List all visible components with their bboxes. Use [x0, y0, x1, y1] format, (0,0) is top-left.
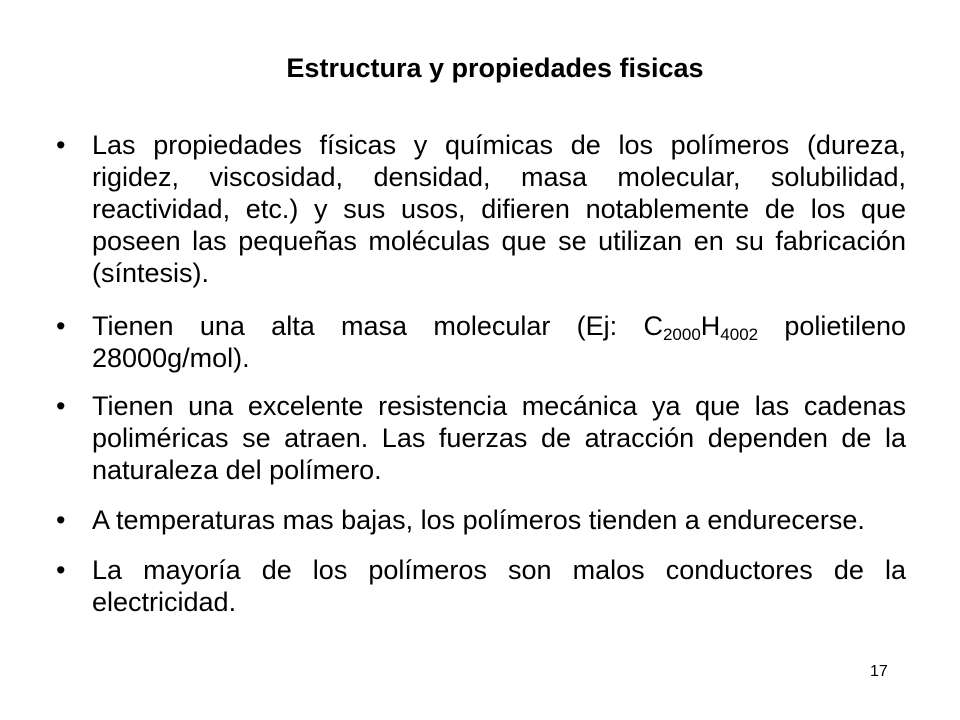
bullet-icon: •: [56, 555, 66, 585]
bullet-item-properties: [56, 129, 906, 289]
bullet-icon: •: [56, 130, 66, 160]
element-hydrogen: H: [700, 311, 721, 341]
bullet-text-continued: polietileno 28000g/mol).: [92, 311, 906, 373]
bullet-item-molecular-mass: [56, 310, 906, 374]
bullet-icon: •: [56, 505, 66, 535]
slide-title: Estructura y propiedades fisicas: [286, 53, 704, 83]
bullet-text: La mayoría de los polímeros son malos conductores de la electricidad.: [92, 555, 906, 617]
bullet-item-temperature: [56, 504, 906, 536]
subscript-carbon: 2000: [662, 325, 701, 344]
bullet-item-resistance: [56, 390, 906, 486]
subscript-hydrogen: 4002: [720, 325, 759, 344]
bullet-icon: •: [56, 311, 66, 341]
page-number: 17: [870, 663, 888, 680]
bullet-list: [56, 129, 906, 639]
bullet-text: Tienen una excelente resistencia mecánica ya que las cadenas poliméricas se atraen. Las fuerzas de atracción dependen de la naturaleza del polímero.: [92, 391, 906, 485]
bullet-text: Tienen una alta masa molecular (Ej: C: [92, 311, 663, 341]
bullet-item-conductivity: [56, 554, 906, 618]
bullet-icon: •: [56, 391, 66, 421]
bullet-text: Las propiedades físicas y químicas de los polímeros (dureza, rigidez, viscosidad, densidad, masa molecular, solubilidad, reactividad, etc.) y sus usos, difieren notablemente de los que poseen las pequeñas moléculas que se utilizan en su fabricación (síntesis).: [92, 130, 906, 288]
bullet-text: A temperaturas mas bajas, los polímeros tienden a endurecerse.: [92, 505, 865, 535]
